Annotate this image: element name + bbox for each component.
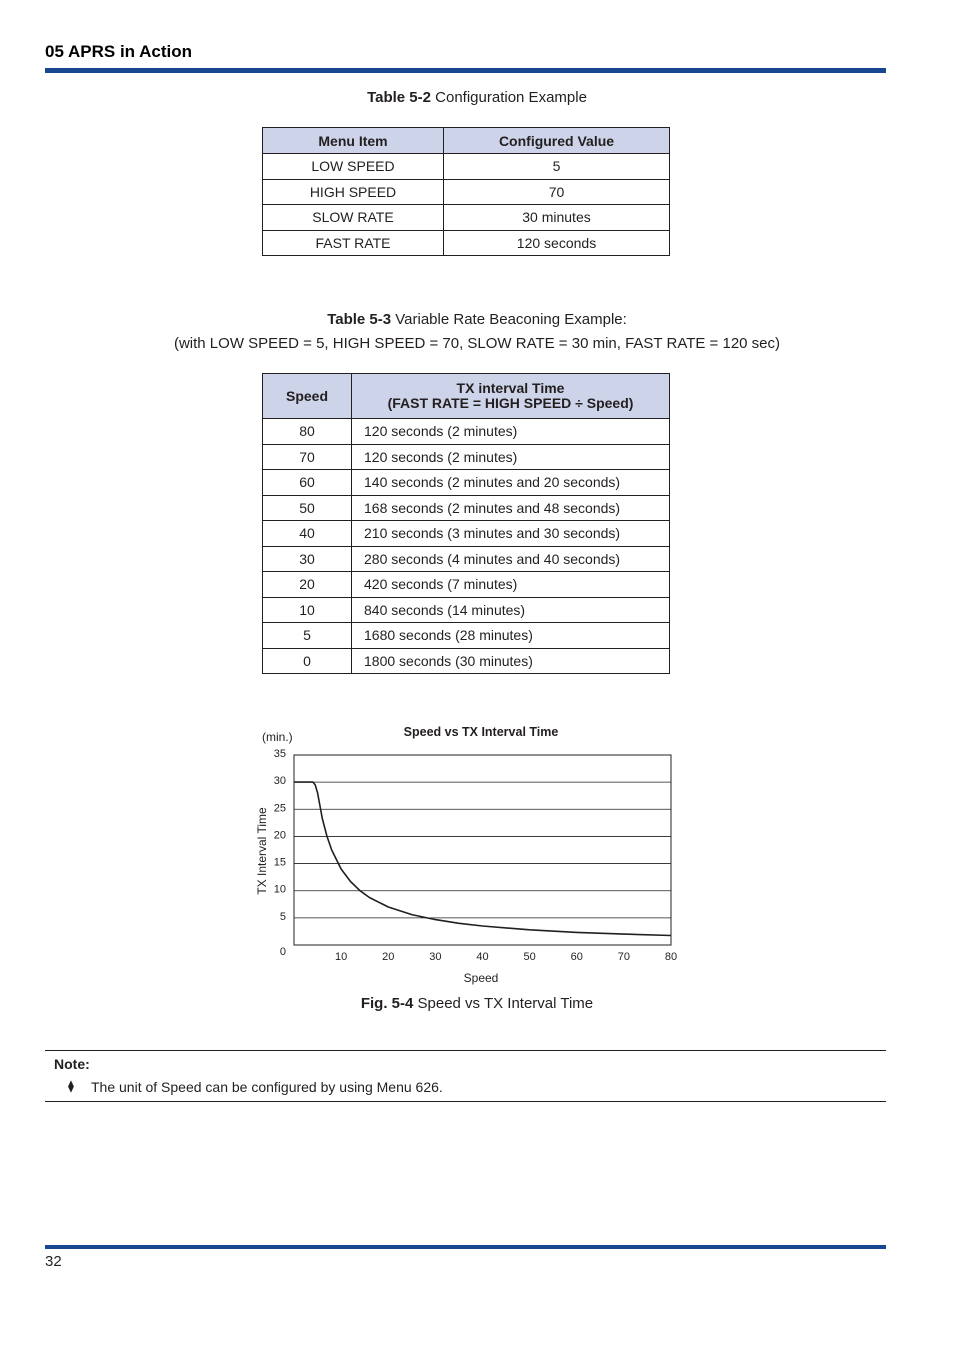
- x-tick-label-40: 40: [476, 951, 489, 963]
- menu-item-cell: FAST RATE: [263, 230, 444, 256]
- table-row: [263, 546, 670, 572]
- y-axis-unit: (min.): [262, 730, 293, 744]
- table-row: [263, 444, 670, 470]
- note-box: [45, 1050, 886, 1102]
- table-row: [263, 495, 670, 521]
- speed-cell: 40: [263, 521, 352, 547]
- speed-cell: 30: [263, 546, 352, 572]
- figure-caption: [0, 995, 954, 1012]
- y-tick-label-30: 30: [273, 775, 286, 788]
- chart-title: Speed vs TX Interval Time: [403, 725, 559, 739]
- table-row: [263, 572, 670, 598]
- tx-interval-header-line2: (FAST RATE = HIGH SPEED ÷ Speed): [387, 395, 634, 411]
- y-tick-label-10: 10: [273, 883, 286, 896]
- table-5-3-caption-number: Table 5-3: [327, 311, 392, 328]
- x-tick-label-10: 10: [335, 951, 348, 963]
- y-tick-label-35: 35: [273, 748, 286, 760]
- column-header-tx-interval: [352, 374, 670, 419]
- x-axis-label: Speed: [463, 971, 499, 985]
- tx-interval-cell: 140 seconds (2 minutes and 20 seconds): [352, 470, 670, 496]
- column-header-speed: Speed: [263, 374, 352, 419]
- y-tick-label-25: 25: [273, 802, 286, 815]
- menu-item-cell: HIGH SPEED: [263, 179, 444, 205]
- chart-gridlines: [294, 782, 671, 918]
- diamond-bullet-icon: ⧫: [68, 1079, 74, 1093]
- table-5-3-caption: [0, 311, 954, 328]
- table-row: [263, 419, 670, 445]
- tx-interval-cell: 120 seconds (2 minutes): [352, 444, 670, 470]
- configured-value-cell: 120 seconds: [444, 230, 670, 256]
- tx-interval-cell: 120 seconds (2 minutes): [352, 419, 670, 445]
- x-tick-label-30: 30: [429, 951, 442, 963]
- table-5-2-caption-number: Table 5-2: [367, 89, 431, 106]
- tx-interval-cell: 1680 seconds (28 minutes): [352, 623, 670, 649]
- y-tick-label-0: 0: [279, 946, 286, 958]
- table-row: [263, 154, 670, 180]
- table-5-2-caption-text: Configuration Example: [431, 89, 587, 106]
- variable-rate-beaconing-table: [262, 373, 670, 674]
- tx-interval-cell: 210 seconds (3 minutes and 30 seconds): [352, 521, 670, 547]
- configured-value-cell: 5: [444, 154, 670, 180]
- tx-interval-cell: 1800 seconds (30 minutes): [352, 648, 670, 674]
- note-label: Note:: [54, 1056, 90, 1072]
- speed-vs-tx-interval-chart: [250, 718, 690, 990]
- note-text: The unit of Speed can be configured by using Menu 626.: [91, 1079, 443, 1095]
- tx-interval-header-line1: TX interval Time: [456, 380, 565, 396]
- figure-caption-text: Speed vs TX Interval Time: [413, 995, 594, 1012]
- table-header-row: [263, 128, 670, 154]
- speed-cell: 50: [263, 495, 352, 521]
- x-tick-label-80: 80: [664, 951, 678, 963]
- y-tick-label-20: 20: [273, 829, 286, 842]
- y-axis-label: TX Interval Time: [255, 807, 269, 895]
- table-row: [263, 597, 670, 623]
- configured-value-cell: 70: [444, 179, 670, 205]
- speed-cell: 10: [263, 597, 352, 623]
- menu-item-cell: SLOW RATE: [263, 205, 444, 231]
- speed-cell: 20: [263, 572, 352, 598]
- configured-value-cell: 30 minutes: [444, 205, 670, 231]
- speed-cell: 5: [263, 623, 352, 649]
- table-row: [263, 179, 670, 205]
- table-5-3-caption-subtitle: (with LOW SPEED = 5, HIGH SPEED = 70, SLOW RATE = 30 min, FAST RATE = 120 sec): [173, 335, 781, 352]
- page-number: 32: [45, 1253, 62, 1270]
- configuration-example-table: [262, 127, 670, 256]
- section-title: 05 APRS in Action: [45, 42, 193, 61]
- table-row: [263, 470, 670, 496]
- table-header-row: [263, 374, 670, 419]
- table-5-3-caption-text: Variable Rate Beaconing Example:: [391, 311, 627, 328]
- table-row: [263, 521, 670, 547]
- table-5-2-caption: [0, 89, 954, 106]
- tx-interval-cell: 420 seconds (7 minutes): [352, 572, 670, 598]
- chart-series: [294, 782, 671, 935]
- footer-rule: [45, 1245, 886, 1249]
- y-tick-label-15: 15: [273, 856, 286, 869]
- x-tick-label-20: 20: [382, 951, 395, 963]
- column-header-menu-item: Menu Item: [263, 128, 444, 154]
- plot-area-frame: [294, 755, 671, 945]
- tx-interval-cell: 840 seconds (14 minutes): [352, 597, 670, 623]
- menu-item-cell: LOW SPEED: [263, 154, 444, 180]
- table-row: [263, 623, 670, 649]
- speed-cell: 80: [263, 419, 352, 445]
- x-tick-label-70: 70: [617, 951, 630, 963]
- speed-cell: 60: [263, 470, 352, 496]
- x-tick-label-60: 60: [570, 951, 583, 963]
- series-line-0: [294, 782, 671, 935]
- x-tick-label-50: 50: [523, 951, 536, 963]
- table-row: [263, 205, 670, 231]
- tx-interval-cell: 168 seconds (2 minutes and 48 seconds): [352, 495, 670, 521]
- figure-caption-number: Fig. 5-4: [360, 995, 414, 1012]
- speed-cell: 0: [263, 648, 352, 674]
- tx-interval-cell: 280 seconds (4 minutes and 40 seconds): [352, 546, 670, 572]
- column-header-configured-value: Configured Value: [444, 128, 670, 154]
- y-tick-label-5: 5: [279, 910, 286, 923]
- table-row: [263, 230, 670, 256]
- table-row: [263, 648, 670, 674]
- speed-cell: 70: [263, 444, 352, 470]
- header-rule: [45, 68, 886, 73]
